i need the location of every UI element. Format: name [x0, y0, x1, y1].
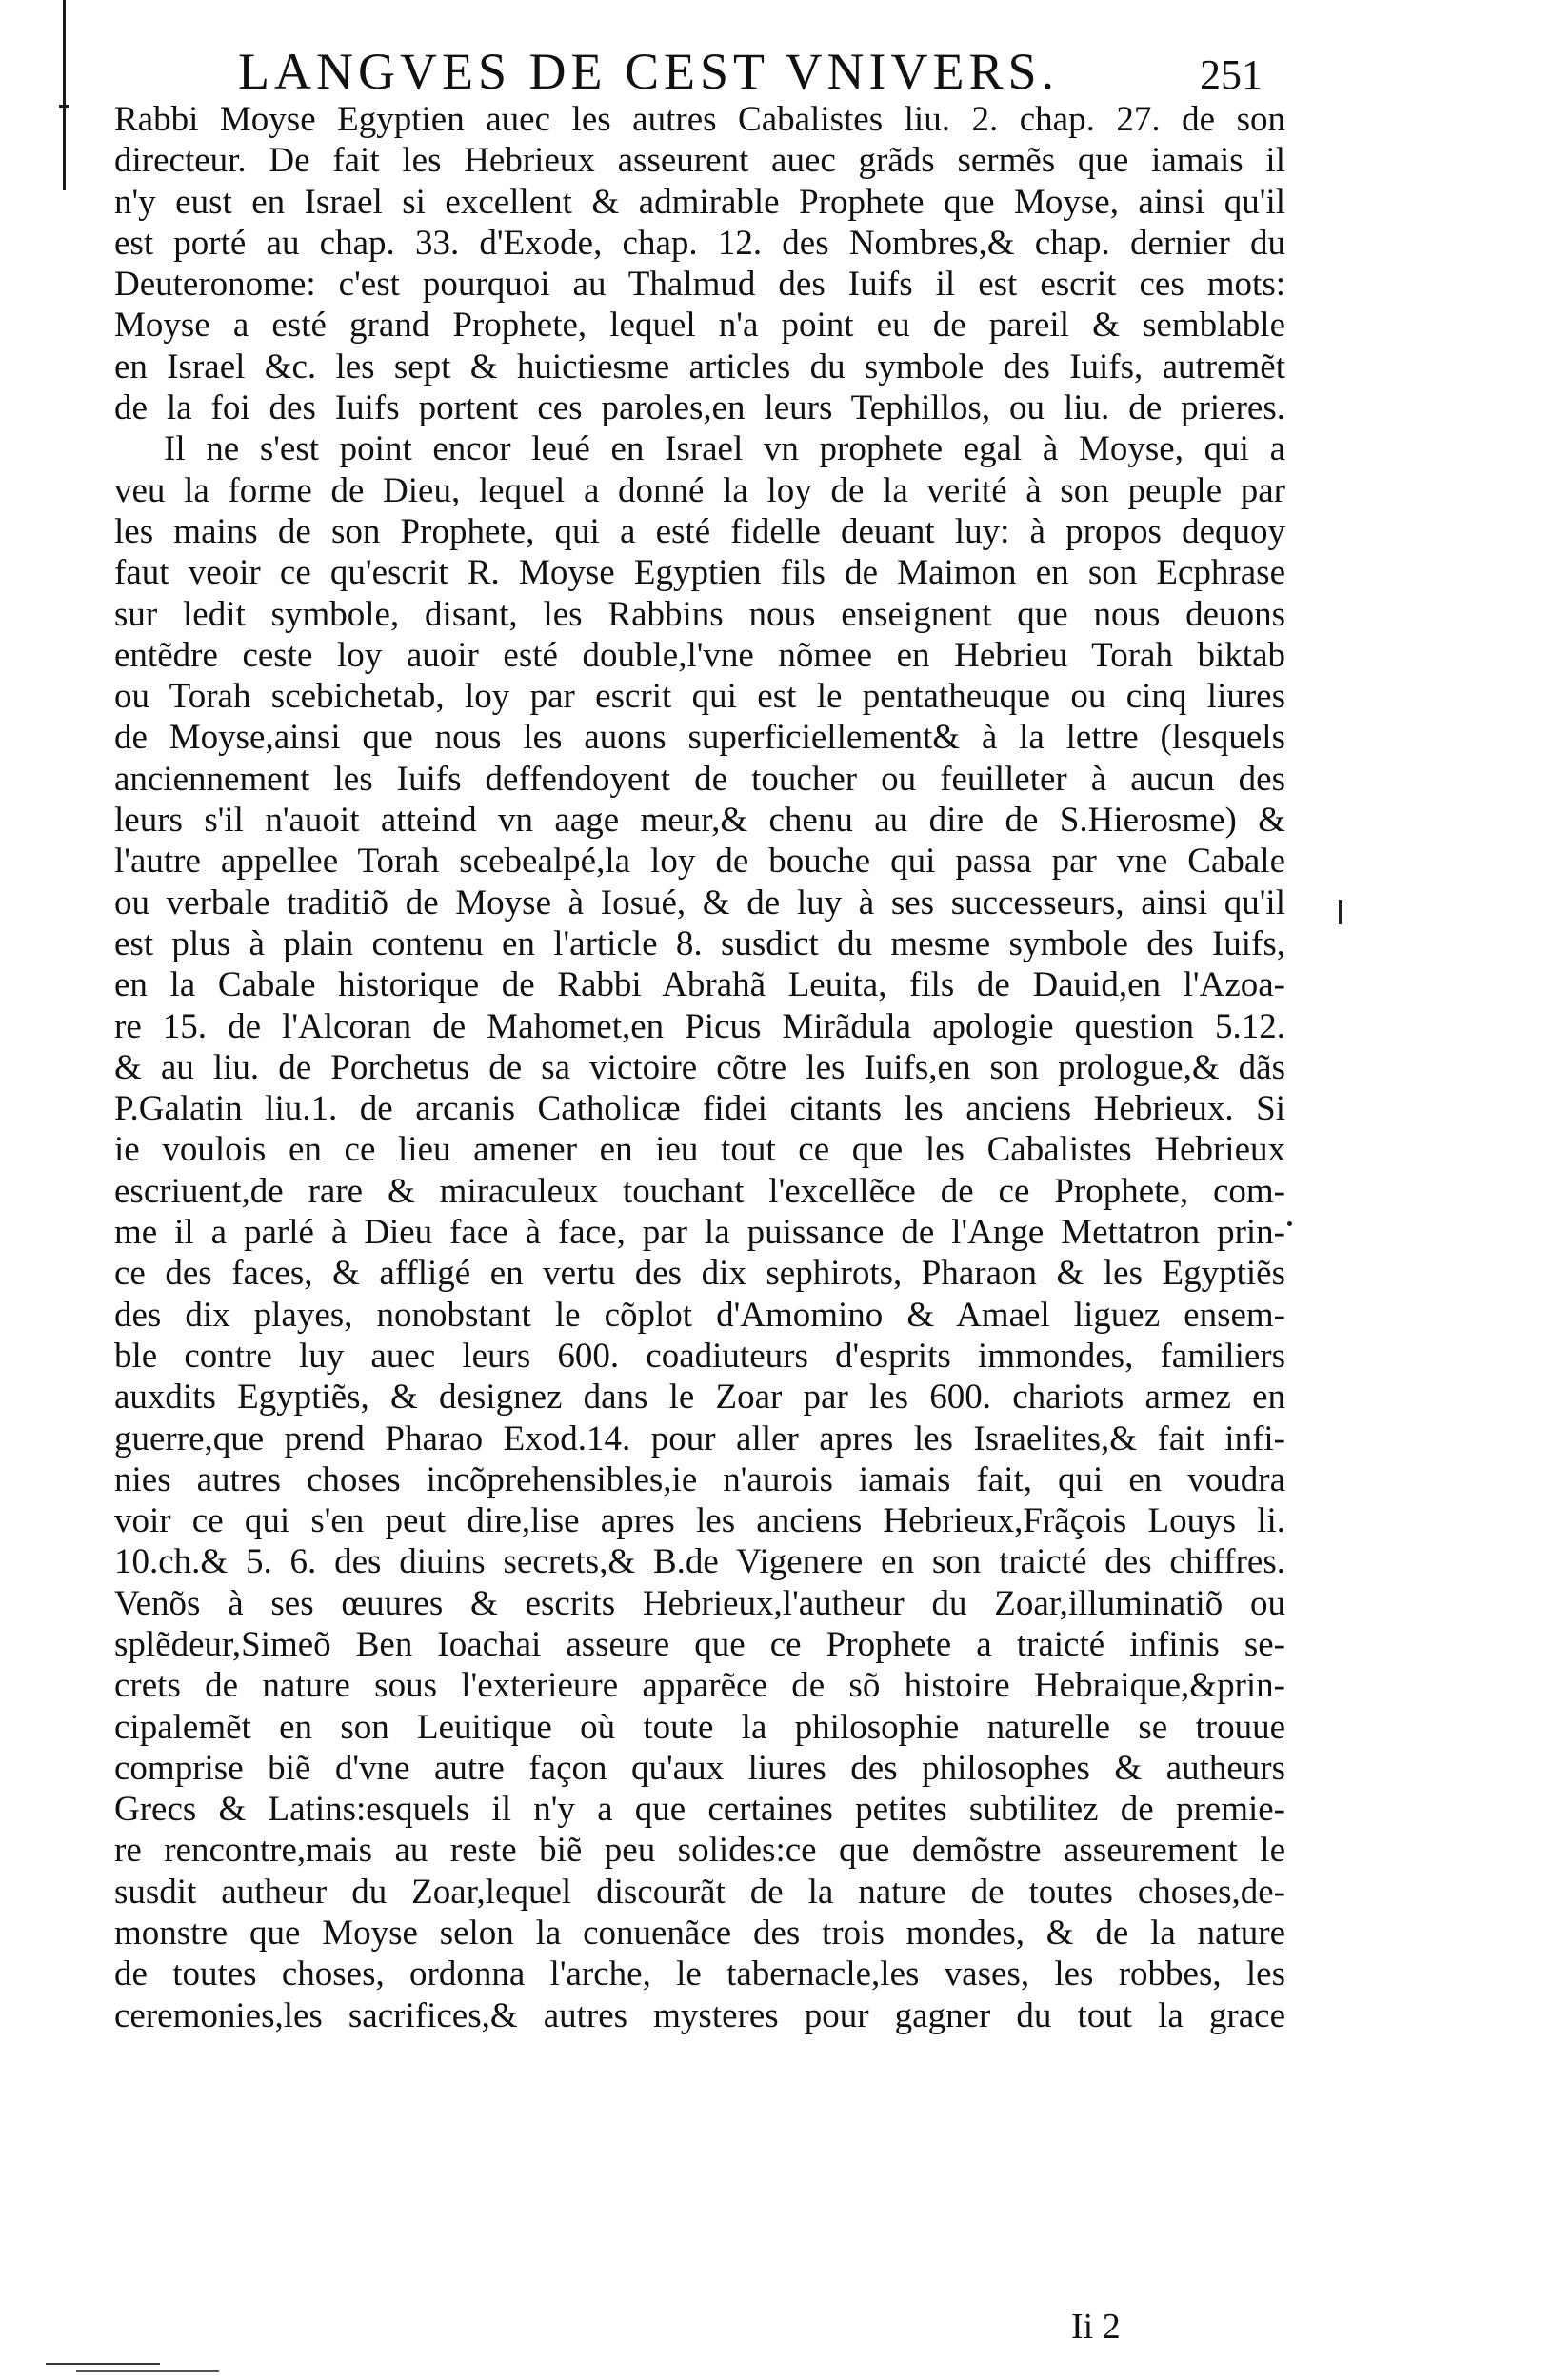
running-title: LANGVES DE CEST VNIVERS.: [238, 43, 1060, 100]
margin-dot: [1287, 1221, 1292, 1226]
text-line: Grecs & Latins:esquels il n'y a que certaines petites subtilitez de premie-: [114, 1790, 1285, 1830]
text-line: de la foi des Iuifs portent ces paroles,en leurs Tephillos, ou liu. de prieres.: [114, 388, 1285, 428]
text-line: escriuent,de rare & miraculeux touchant l'excellẽce de ce Prophete, com-: [114, 1171, 1285, 1211]
text-line: ou verbale traditiõ de Moyse à Iosué, & de luy à ses successeurs, ainsi qu'il: [114, 883, 1285, 922]
bottom-rule: [76, 2370, 219, 2372]
text-line: guerre,que prend Pharao Exod.14. pour aller apres les Israelites,& fait infi-: [114, 1418, 1285, 1458]
text-line: de Moyse,ainsi que nous les auons superficiellement& à la lettre (lesquels: [114, 718, 1285, 758]
text-line: re rencontre,mais au reste biẽ peu solides:ce que demõstre asseurement le: [114, 1831, 1285, 1871]
text-line: de toutes choses, ordonna l'arche, le tabernacle,les vases, les robbes, les: [114, 1954, 1285, 1994]
text-line: auxdits Egyptiẽs, & designez dans le Zoar par les 600. chariots armez en: [114, 1378, 1285, 1418]
text-line: P.Galatin liu.1. de arcanis Catholicæ fidei citants les anciens Hebrieux. Si: [114, 1089, 1285, 1129]
text-line: crets de nature sous l'exterieure apparẽce de sõ histoire Hebraique,&prin-: [114, 1666, 1285, 1706]
text-line: sur ledit symbole, disant, les Rabbins nous enseignent que nous deuons: [114, 594, 1285, 634]
text-line: anciennement les Iuifs deffendoyent de toucher ou feuilleter à aucun des: [114, 759, 1285, 799]
page-header: [0, 38, 1552, 105]
text-line: ce des faces, & affligé en vertu des dix sephirots, Pharaon & les Egyptiẽs: [114, 1254, 1285, 1294]
text-line: en la Cabale historique de Rabbi Abrahã Leuita, fils de Dauid,en l'Azoa-: [114, 965, 1285, 1005]
signature-mark: Ii 2: [1071, 2307, 1121, 2347]
text-line: [114, 2036, 1285, 2077]
text-line: 10.ch.& 5. 6. des diuins secrets,& B.de Vigenere en son traicté des chiffres.: [114, 1542, 1285, 1582]
bottom-rule: [46, 2363, 160, 2365]
text-line: ie voulois en ce lieu amener en ieu tout ce que les Cabalistes Hebrieux: [114, 1130, 1285, 1170]
text-line: Venõs à ses œuures & escrits Hebrieux,l'autheur du Zoar,illuminatiõ ou: [114, 1583, 1285, 1623]
page-number: 251: [1200, 51, 1263, 98]
text-line: leurs s'il n'auoit atteind vn aage meur,& chenu au dire de S.Hierosme) &: [114, 801, 1285, 841]
text-line: faut veoir ce qu'escrit R. Moyse Egyptien fils de Maimon en son Ecphrase: [114, 553, 1285, 593]
text-line: n'y eust en Israel si excellent & admirable Prophete que Moyse, ainsi qu'il: [114, 182, 1285, 222]
text-line: des dix playes, nonobstant le cõplot d'Amomino & Amael liguez ensem-: [114, 1295, 1285, 1335]
text-line: me il a parlé à Dieu face à face, par la puissance de l'Ange Mettatron prin-: [114, 1213, 1285, 1253]
text-line: monstre que Moyse selon la conuenãce des trois mondes, & de la nature: [114, 1914, 1285, 1954]
body-text: [114, 99, 1285, 2077]
text-line: splẽdeur,Simeõ Ben Ioachai asseure que ce Prophete a traicté infinis se-: [114, 1624, 1285, 1664]
text-line: entẽdre ceste loy auoir esté double,l'vne nõmee en Hebrieu Torah biktab: [114, 635, 1285, 675]
margin-mark: [1339, 900, 1342, 924]
text-line: cipalemẽt en son Leuitique où toute la philosophie naturelle se trouue: [114, 1707, 1285, 1747]
text-line: veu la forme de Dieu, lequel a donné la loy de la verité à son peuple par: [114, 470, 1285, 510]
text-line: Moyse a esté grand Prophete, lequel n'a point eu de pareil & semblable: [114, 306, 1285, 346]
text-line: voir ce qui s'en peut dire,lise apres les anciens Hebrieux,Frãçois Louys li.: [114, 1501, 1285, 1541]
left-margin-tick: [59, 105, 69, 108]
text-line: ble contre luy auec leurs 600. coadiuteurs d'esprits immondes, familiers: [114, 1336, 1285, 1376]
text-line: en Israel &c. les sept & huictiesme articles du symbole des Iuifs, autremẽt: [114, 347, 1285, 387]
text-line: ceremonies,les sacrifices,& autres mysteres pour gagner du tout la grace: [114, 1995, 1285, 2035]
text-line: directeur. De fait les Hebrieux asseurent auec grãds sermẽs que iamais il: [114, 141, 1285, 181]
text-line: est porté au chap. 33. d'Exode, chap. 12. des Nombres,& chap. dernier du: [114, 223, 1285, 263]
text-line: & au liu. de Porchetus de sa victoire cõtre les Iuifs,en son prologue,& dãs: [114, 1047, 1285, 1087]
text-line: susdit autheur du Zoar,lequel discourãt de la nature de toutes choses,de-: [114, 1872, 1285, 1912]
text-line: Il ne s'est point encor leué en Israel vn prophete egal à Moyse, qui a: [164, 429, 1285, 469]
text-line: l'autre appellee Torah scebealpé,la loy de bouche qui passa par vne Cabale: [114, 842, 1285, 882]
text-line: nies autres choses incõprehensibles,ie n'aurois iamais fait, qui en voudra: [114, 1459, 1285, 1499]
text-line: comprise biẽ d'vne autre façon qu'aux liures des philosophes & autheurs: [114, 1748, 1285, 1788]
text-line: Rabbi Moyse Egyptien auec les autres Cabalistes liu. 2. chap. 27. de son: [114, 100, 1285, 139]
text-line: les mains de son Prophete, qui a esté fidelle deuant luy: à propos dequoy: [114, 511, 1285, 551]
text-line: re 15. de l'Alcoran de Mahomet,en Picus Mirãdula apologie question 5.12.: [114, 1006, 1285, 1046]
text-line: ou Torah scebichetab, loy par escrit qui est le pentatheuque ou cinq liures: [114, 677, 1285, 717]
text-line: est plus à plain contenu en l'article 8. susdict du mesme symbole des Iuifs,: [114, 923, 1285, 963]
text-line: Deuteronome: c'est pourquoi au Thalmud des Iuifs il est escrit ces mots:: [114, 265, 1285, 305]
